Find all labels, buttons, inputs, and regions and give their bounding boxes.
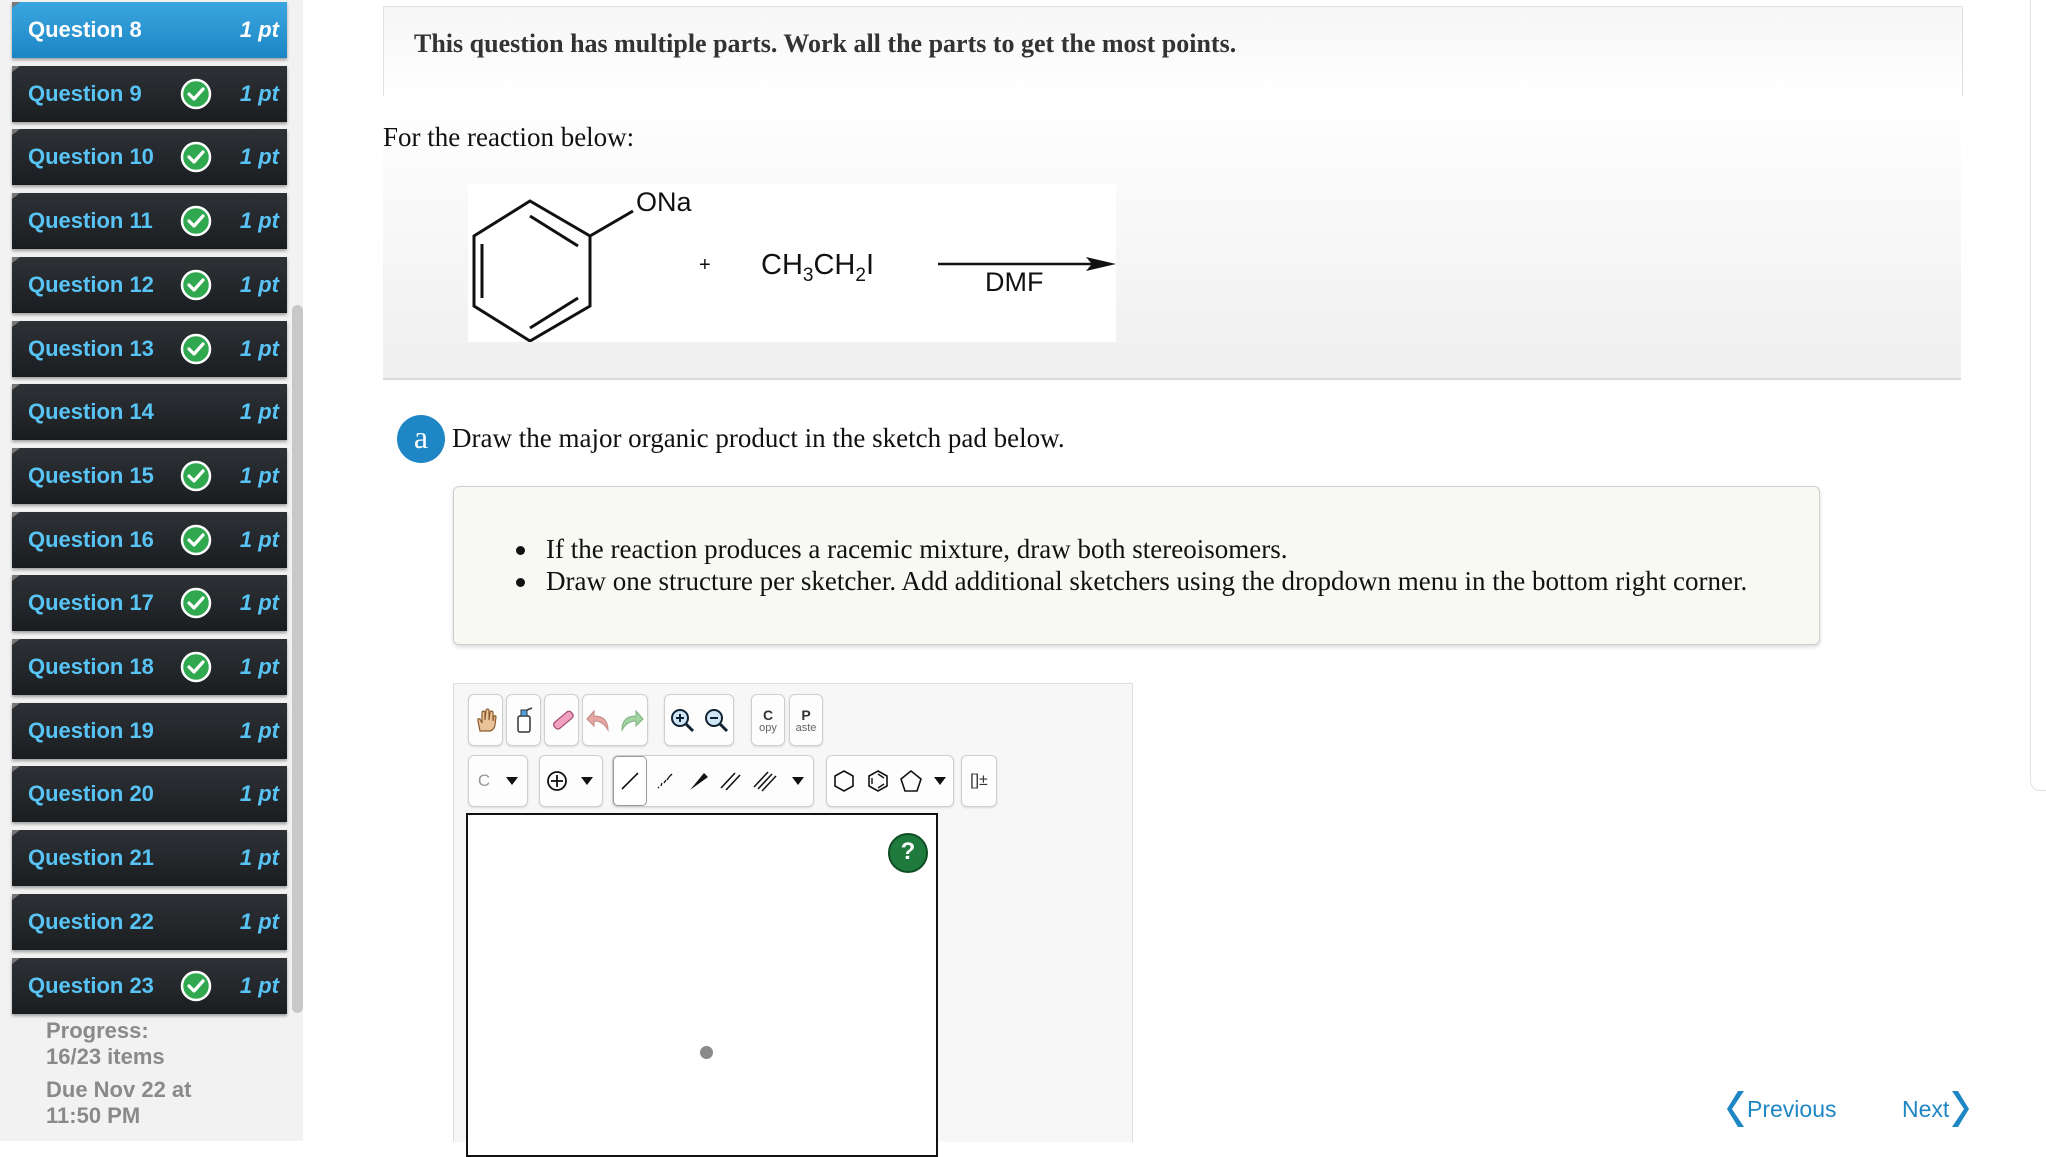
chevron-down-icon[interactable]: [785, 756, 811, 806]
benzene-ring: [474, 201, 633, 341]
question-stem: [383, 96, 1961, 380]
progress-label: Progress:: [46, 1018, 149, 1043]
charge-selector[interactable]: [539, 755, 603, 807]
question-points: 1 pt: [239, 590, 279, 616]
reagent-formula: $CH_3CH_2I$: [761, 249, 874, 286]
question-nav-item[interactable]: [12, 129, 287, 185]
question-points: 1 pt: [239, 717, 279, 743]
check-circle-icon: [180, 78, 212, 110]
previous-button[interactable]: [1727, 1077, 1836, 1141]
question-navigation: [1702, 1077, 1982, 1141]
question-nav-item[interactable]: [12, 193, 287, 249]
check-circle-icon: [180, 460, 212, 492]
question-points: 1 pt: [239, 335, 279, 361]
question-points: 1 pt: [239, 972, 279, 998]
reaction-scheme: [468, 184, 1116, 342]
question-sidebar: [0, 0, 303, 1141]
paste-label-wrap: [790, 695, 822, 745]
cursor-dot: [700, 1046, 713, 1059]
chevron-down-icon: [499, 756, 525, 806]
eraser-tool-button[interactable]: [544, 694, 579, 746]
paste-button[interactable]: [789, 694, 823, 746]
check-circle-icon: [180, 970, 212, 1002]
clear-bottle-icon: [507, 695, 540, 745]
zoom-out-button[interactable]: [699, 695, 733, 745]
benzene-button[interactable]: [861, 756, 895, 806]
question-label: Question 23: [28, 972, 154, 998]
instruction-list: [516, 533, 1747, 597]
question-nav-item[interactable]: [12, 894, 287, 950]
question-nav-item[interactable]: [12, 766, 287, 822]
question-nav-item[interactable]: [12, 257, 287, 313]
hand-tool-button[interactable]: [468, 694, 503, 746]
question-points: 1 pt: [239, 908, 279, 934]
hand-icon: [469, 695, 502, 745]
undo-icon: [586, 708, 612, 732]
cyclopentane-button[interactable]: [895, 756, 927, 806]
zoom-group: [664, 694, 734, 746]
previous-label: Previous: [1747, 1095, 1837, 1122]
substituent-label: ONa: [636, 187, 692, 217]
cyclopentane-icon: [899, 769, 923, 793]
plus-sign: +: [699, 254, 711, 276]
question-label: Question 16: [28, 526, 154, 552]
benzene-icon: [866, 769, 890, 793]
instructions-box: [453, 486, 1820, 645]
chevron-right-icon: [1949, 1089, 1969, 1129]
question-label: Question 14: [28, 399, 154, 425]
question-label: Question 9: [28, 80, 142, 106]
hashed-bond-button[interactable]: [647, 756, 681, 806]
atom-selector[interactable]: [468, 755, 528, 807]
due-date-line2: 11:50 PM: [46, 1103, 141, 1128]
charge-plus-icon: [540, 756, 574, 806]
eraser-icon: [545, 695, 578, 745]
question-nav-item[interactable]: [12, 384, 287, 440]
check-circle-icon: [180, 651, 212, 683]
question-label: Question 10: [28, 144, 154, 170]
question-points: 1 pt: [239, 781, 279, 807]
question-points: 1 pt: [239, 208, 279, 234]
undo-button[interactable]: [583, 695, 615, 745]
question-label: Question 17: [28, 590, 154, 616]
drawing-canvas[interactable]: [466, 813, 938, 1157]
question-label: Question 11: [28, 208, 153, 234]
ring-tools: [826, 755, 954, 807]
question-points: 1 pt: [239, 17, 279, 42]
reaction-svg: [468, 184, 1116, 342]
instruction-item: Draw one structure per sketcher. Add additional sketchers using the dropdown menu in the bottom right corner.: [516, 565, 1747, 597]
question-nav-item[interactable]: [12, 575, 287, 631]
question-nav-item[interactable]: [12, 639, 287, 695]
question-points: 1 pt: [239, 526, 279, 552]
part-a-badge: a: [397, 415, 445, 463]
cyclohexane-icon: [832, 769, 856, 793]
copy-rest: opy: [759, 722, 777, 734]
next-label: Next: [1902, 1095, 1950, 1122]
question-label: Question 18: [28, 654, 154, 679]
question-label: Question 21: [28, 845, 154, 871]
zoom-out-icon: [703, 707, 729, 733]
question-nav-item[interactable]: [12, 66, 287, 122]
single-bond-button[interactable]: [613, 756, 647, 806]
double-bond-icon: [718, 770, 742, 792]
question-points: 1 pt: [239, 462, 279, 488]
triple-bond-icon: [752, 770, 778, 792]
question-nav-item[interactable]: [12, 703, 287, 759]
chevron-down-icon[interactable]: [927, 756, 953, 806]
question-label: Question 22: [28, 908, 154, 934]
question-nav-item[interactable]: [12, 958, 287, 1014]
question-points: 1 pt: [239, 399, 279, 425]
question-points: 1 pt: [239, 654, 279, 679]
sidebar-scrollbar[interactable]: [292, 305, 303, 1013]
check-circle-icon: [180, 587, 212, 619]
copy-button[interactable]: [751, 694, 785, 746]
wedge-bond-button[interactable]: [681, 756, 715, 806]
check-circle-icon: [180, 141, 212, 173]
question-points: 1 pt: [239, 80, 279, 106]
clear-tool-button[interactable]: [506, 694, 541, 746]
question-label: Question 8: [28, 17, 142, 42]
question-nav-item[interactable]: [12, 512, 287, 568]
part-a-prompt: Draw the major organic product in the sketch pad below.: [452, 423, 1065, 453]
question-nav-item[interactable]: [12, 321, 287, 377]
question-points: 1 pt: [239, 144, 279, 170]
chevron-down-icon: [574, 756, 600, 806]
help-button[interactable]: ?: [888, 833, 928, 873]
copy-letter: C: [762, 707, 774, 723]
check-circle-icon: [180, 269, 212, 301]
question-nav-item[interactable]: [12, 2, 287, 58]
solvent-label: DMF: [985, 267, 1044, 297]
question-points: 1 pt: [239, 271, 279, 297]
undo-redo-group: [582, 694, 648, 746]
page-scrollbar[interactable]: [2030, 0, 2046, 791]
stem-text: For the reaction below:: [383, 122, 635, 152]
redo-icon: [618, 708, 644, 732]
copy-label-wrap: [752, 695, 784, 745]
progress-value: 16/23 items: [46, 1044, 165, 1069]
question-label: Question 20: [28, 781, 154, 807]
question-nav-item[interactable]: [12, 830, 287, 886]
double-bond-button[interactable]: [713, 756, 747, 806]
hashed-bond-icon: [653, 770, 675, 792]
instruction-item: If the reaction produces a racemic mixture, draw both stereoisomers.: [516, 533, 1747, 565]
zoom-in-icon: [669, 707, 695, 733]
question-label: Question 13: [28, 335, 154, 361]
zoom-in-button[interactable]: [665, 695, 699, 745]
chevron-left-icon: [1727, 1089, 1747, 1129]
check-circle-icon: [180, 524, 212, 556]
redo-button[interactable]: [615, 695, 647, 745]
check-circle-icon: [180, 333, 212, 365]
paste-letter: P: [801, 707, 811, 723]
multi-part-notice: This question has multiple parts. Work all the parts to get the most points.: [414, 29, 1237, 58]
question-header: [383, 6, 1963, 97]
triple-bond-button[interactable]: [745, 756, 785, 806]
sketch-pad: [453, 683, 1133, 1142]
question-label: Question 12: [28, 271, 154, 297]
atom-label: C: [477, 771, 491, 790]
single-bond-icon: [619, 770, 641, 792]
bond-tools: [612, 755, 814, 807]
next-button[interactable]: [1902, 1077, 1969, 1141]
question-label: Question 15: [28, 462, 154, 488]
question-nav-item[interactable]: [12, 448, 287, 504]
wedge-bond-icon: [687, 770, 709, 792]
check-circle-icon: [180, 205, 212, 237]
paste-rest: aste: [795, 722, 817, 734]
bracket-button[interactable]: [961, 755, 997, 807]
question-points: 1 pt: [239, 845, 279, 871]
question-label: Question 19: [28, 717, 154, 743]
due-date-line1: Due Nov 22 at: [46, 1077, 192, 1102]
cyclohexane-button[interactable]: [827, 756, 861, 806]
bracket-label: []±: [970, 772, 988, 789]
